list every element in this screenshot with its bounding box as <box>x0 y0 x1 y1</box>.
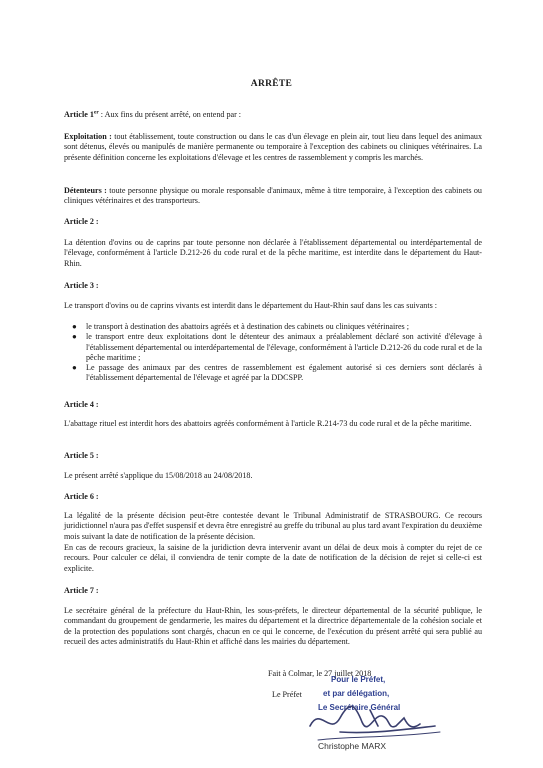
list-item: ● le transport entre deux exploitations dont le détenteur des animaux a préalablement déclaré son activité d'élevage à l'établissement départemental ou interdépartemental de l'élevage, conformément à l'article D.212-26 du code rural et de la pêche maritime ; <box>72 332 482 362</box>
exploitation-text: tout établissement, toute construction ou dans le cas d'un élevage en plein air, tout lieu dans lequel des animaux sont détenus, élevés ou manipulés de manière permanente ou temporaire à l'exception des cabinets ou cliniques vétérinaires. La présente définition concerne les exploitations d'élevage et les centres de rassemblement y compris les marchés. <box>64 132 483 162</box>
article-1-intro-text: : Aux fins du présent arrêté, on entend par : <box>98 110 242 119</box>
article-6-text-1: La légalité de la présente décision peut-être contestée devant le Tribunal Administratif de STRASBOURG. Ce recours juridictionnel n'aura pas d'effet suspensif et devra être enregistré au greffe du tribunal au plus tard avant l'expiration du deuxième mois suivant la date de notification de la présente décision. <box>64 511 482 541</box>
document-title: ARRÊTE <box>250 79 293 89</box>
detenteurs-text: toute personne physique ou morale responsable d'animaux, même à titre temporaire, à l'exception des cabinets ou cliniques vétérinaires et des transporteurs. <box>64 186 482 206</box>
article-5-text: Le présent arrêté s'applique du 15/08/2018 au 24/08/2018. <box>64 471 253 480</box>
article-1-intro <box>64 110 482 120</box>
article-6-text-2: En cas de recours gracieux, la saisine de la juridiction devra intervenir avant un délai de deux mois à compter du rejet de ce recours. Pour calculer ce délai, il conviendra de tenir compte de la date de notification de la décision de rejet si celle-ci est explicite. <box>64 543 482 573</box>
article-3-heading: Article 3 : <box>64 281 99 290</box>
definition-detenteurs <box>64 186 482 207</box>
article-4-heading: Article 4 : <box>64 400 99 409</box>
article-6-heading: Article 6 : <box>64 492 99 501</box>
stamp-line-3: Le Secrétaire Général <box>318 703 401 712</box>
list-item: ● le transport à destination des abattoirs agréés et à destination des cabinets ou cliniques vétérinaires ; <box>72 322 409 331</box>
stamp-line-2: et par délégation, <box>323 689 390 698</box>
signatory-role: Le Préfet <box>272 690 302 699</box>
article-5-heading: Article 5 : <box>64 451 99 460</box>
article-1-heading: Article 1er <box>64 109 99 119</box>
article-2-text: La détention d'ovins ou de caprins par toute personne non déclarée à l'établissement départemental ou interdépartemental de l'élevage, conformément à l'article D.212-26 du code rural et de la pêche maritime, est interdite dans le département du Haut-Rhin. <box>64 238 482 268</box>
handwritten-signature <box>300 696 450 746</box>
definition-exploitation <box>64 132 482 163</box>
place-date: Fait à Colmar, le 27 juillet 2018 <box>268 669 372 678</box>
stamp-line-1: Pour le Préfet, <box>331 675 386 684</box>
detenteurs-term: Détenteurs : <box>64 186 107 195</box>
article-4-text: L'abattage rituel est interdit hors des abattoirs agréés conformément à l'article R.214-73 du code rural et de la pêche maritime. <box>64 419 472 428</box>
bullet-icon: ● <box>72 363 77 373</box>
stamp-name: Christophe MARX <box>318 741 387 751</box>
article-3-bullet-list <box>64 322 482 384</box>
article-7-text: Le secrétaire général de la préfecture du Haut-Rhin, les sous-préfets, le directeur départemental de la sécurité publique, le commandant du groupement de gendarmerie, les maires du département et la directrice départementale de la cohésion sociale et de la protection des populations sont chargés, chacun en ce qui le concerne, de l'exécution du présent arrêté qui sera publié au recueil des actes administratifs du Haut-Rhin et affiché dans les mairies du département. <box>64 606 482 646</box>
article-3-text: Le transport d'ovins ou de caprins vivants est interdit dans le département du Haut-Rhin sauf dans les cas suivants : <box>64 301 438 310</box>
article-2-heading: Article 2 : <box>64 217 99 226</box>
exploitation-term: Exploitation : <box>64 132 112 141</box>
list-item: ● Le passage des animaux par des centres de rassemblement est également autorisé si ces derniers sont déclarés à l'établissement départemental de l'élevage et agréé par la DDCSPP. <box>72 363 482 383</box>
bullet-icon: ● <box>72 322 77 331</box>
article-7-heading: Article 7 : <box>64 586 99 595</box>
bullet-icon: ● <box>72 332 77 342</box>
